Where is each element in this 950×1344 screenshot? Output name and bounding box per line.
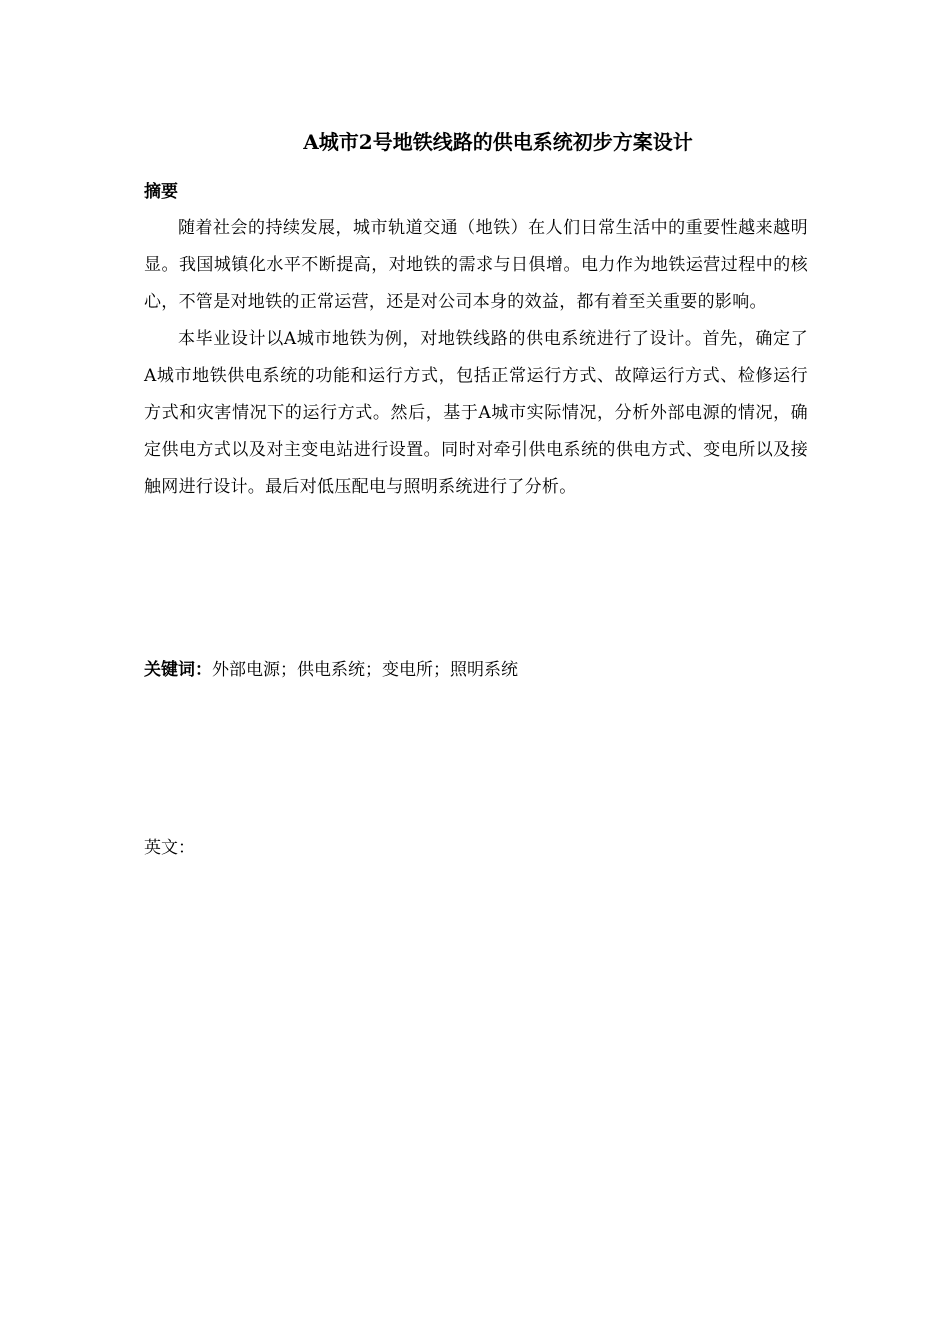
abstract-body — [144, 210, 808, 506]
document-title: A城市2号地铁线路的供电系统初步方案设计 — [303, 130, 693, 154]
abstract-paragraph-2: 本毕业设计以A城市地铁为例，对地铁线路的供电系统进行了设计。首先，确定了A城市地铁供电系统的功能和运行方式，包括正常运行方式、故障运行方式、检修运行方式和灾害情况下的运行方式。然后，基于A城市实际情况，分析外部电源的情况，确定供电方式以及对主变电站进行设置。同时对牵引供电系统的供电方式、变电所以及接触网进行设计。最后对低压配电与照明系统进行了分析。 — [144, 329, 808, 497]
english-abstract-label: 英文： — [144, 838, 195, 858]
keywords-value: 外部电源；供电系统；变电所；照明系统 — [212, 660, 518, 680]
abstract-paragraph-1: 随着社会的持续发展，城市轨道交通（地铁）在人们日常生活中的重要性越来越明显。我国城镇化水平不断提高，对地铁的需求与日俱增。电力作为地铁运营过程中的核心，不管是对地铁的正常运营，还是对公司本身的效益，都有着至关重要的影响。 — [144, 218, 808, 312]
keywords-label: 关键词： — [144, 660, 212, 680]
keywords-line — [144, 656, 804, 684]
abstract-heading: 摘要 — [144, 182, 178, 202]
